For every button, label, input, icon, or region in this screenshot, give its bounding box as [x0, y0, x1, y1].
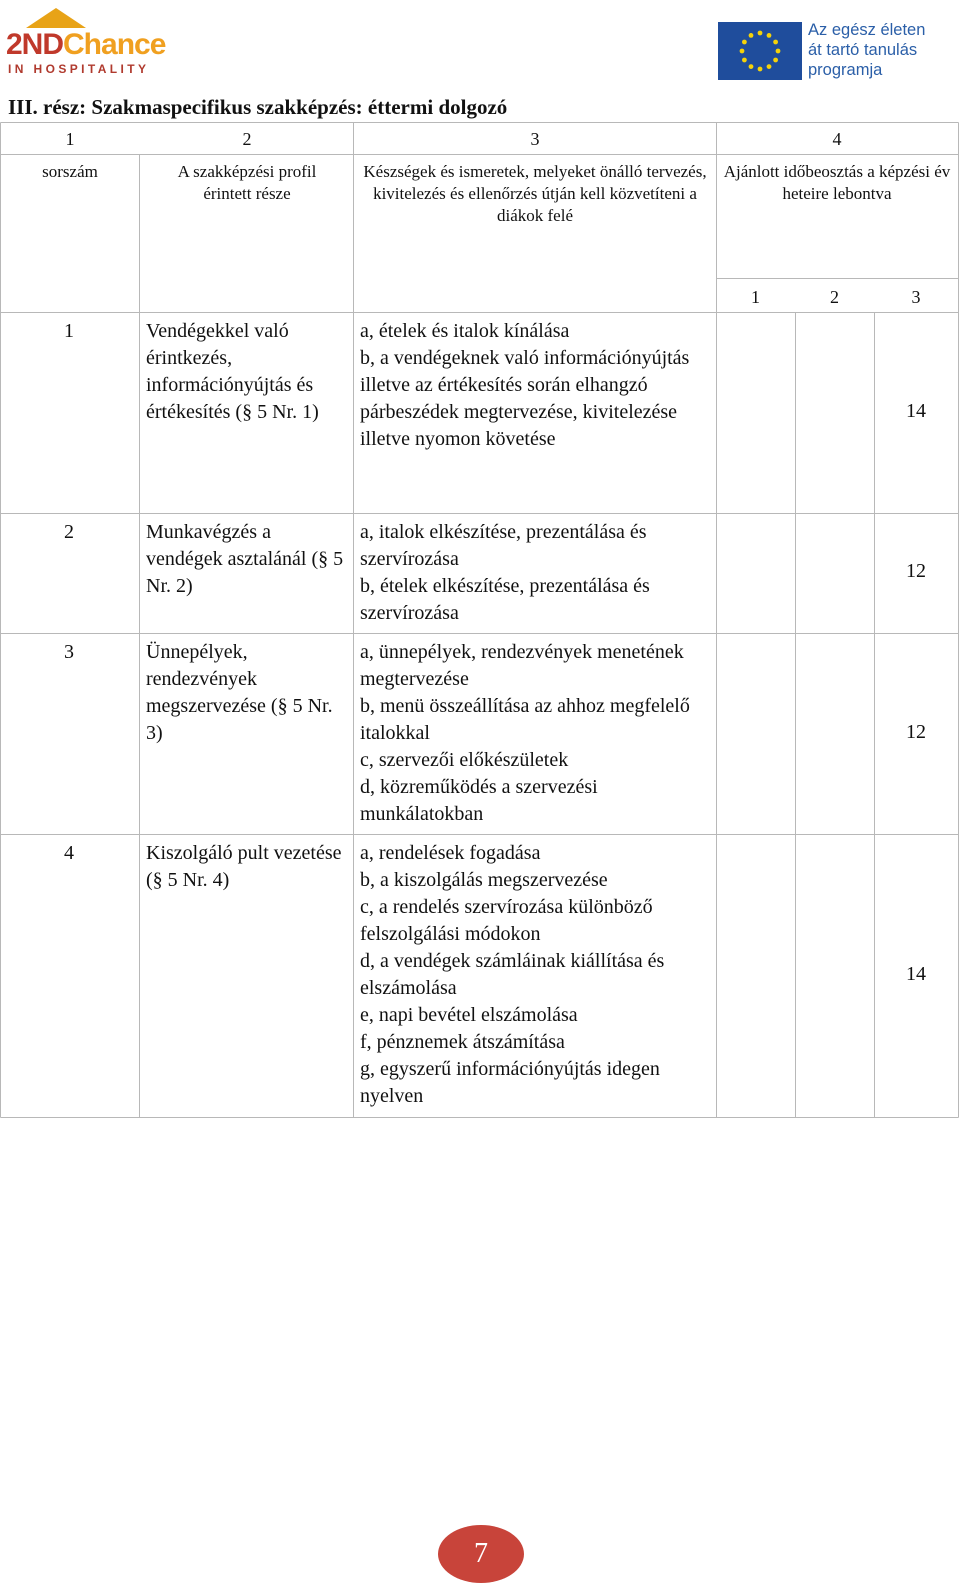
eu-lifelong-learning-logo — [718, 20, 954, 84]
row-2-number: 2 — [64, 521, 74, 543]
eu-star-icon — [742, 58, 747, 63]
row-2-profile: Munkavégzés a vendégek asztalánál (§ 5 Nr. 2) — [146, 521, 344, 597]
eu-star-icon — [742, 40, 747, 45]
eu-star-icon — [758, 67, 763, 72]
week-number-1: 1 — [751, 287, 760, 307]
eu-star-icon — [740, 49, 745, 54]
eu-text-line-3: programja — [808, 61, 883, 79]
logo-wordmark: 2NDChance — [6, 28, 166, 61]
column-number-2: 2 — [242, 129, 252, 149]
roof-icon — [26, 8, 86, 28]
week-number-2: 2 — [830, 287, 839, 307]
eu-program-text — [808, 20, 925, 80]
header-sorszam: sorszám — [42, 162, 98, 181]
column-number-4: 4 — [832, 129, 842, 149]
row-1-number: 1 — [64, 320, 74, 342]
eu-star-icon — [767, 64, 772, 69]
row-4-hours: 14 — [906, 963, 926, 985]
eu-star-icon — [773, 58, 778, 63]
header-skills: Készségek és ismeretek, melyeket önálló tervezés, kivitelezés és ellenőrzés útján kell közvetíteni a diákok felé — [363, 162, 707, 225]
section-title: III. rész: Szakmaspecifikus szakképzés: éttermi dolgozó — [8, 95, 508, 119]
header-profile: A szakképzési profil érintett része — [177, 162, 317, 203]
week-number-3: 3 — [911, 287, 921, 307]
row-3-number: 3 — [64, 641, 74, 663]
eu-star-icon — [767, 33, 772, 38]
column-number-1: 1 — [65, 129, 75, 149]
header-schedule: Ajánlott időbeosztás a képzési év heteire lebontva — [723, 162, 951, 203]
page-number-badge: 7 — [438, 1525, 524, 1583]
eu-text-line-1: Az egész életen — [808, 21, 926, 39]
row-2-skills: a, italok elkészítése, prezentálása és szervírozása b, ételek elkészítése, prezentálása és szervírozása — [360, 521, 650, 624]
row-3-skills: a, ünnepélyek, rendezvények menetének megtervezése b, menü összeállítása az ahhoz megfelelő italokkal c, szervezői előkészületek d, közreműködés a szervezési munkálatokban — [360, 641, 690, 825]
eu-star-icon — [776, 49, 781, 54]
eu-star-icon — [773, 40, 778, 45]
row-1-profile: Vendégekkel való érintkezés, információnyújtás és értékesítés (§ 5 Nr. 1) — [146, 320, 319, 423]
column-number-3: 3 — [530, 129, 540, 149]
eu-flag-icon — [718, 22, 802, 80]
eu-star-icon — [749, 64, 754, 69]
row-3-profile: Ünnepélyek, rendezvények megszervezése (§ 5 Nr. 3) — [146, 641, 333, 744]
logo-tagline: IN HOSPITALITY — [8, 62, 150, 76]
row-1-hours: 14 — [906, 400, 926, 422]
row-1-skills: a, ételek és italok kínálása b, a vendégeknek való információnyújtás illetve az értékesítés során elhangzó párbeszédek megtervezése, kivitelezése illetve nyomon követése — [360, 320, 690, 450]
eu-text-line-2: át tartó tanulás — [808, 41, 918, 59]
row-4-skills: a, rendelések fogadása b, a kiszolgálás megszervezése c, a rendelés szervírozása különböző felszolgálási módokon d, a vendégek számláinak kiállítása és elszámolása e, napi bevétel elszámolása f, pénznemek átszámítása g, egyszerű információnyújtás idegen nyelven — [360, 842, 665, 1107]
eu-star-icon — [749, 33, 754, 38]
eu-star-icon — [758, 31, 763, 36]
row-4-profile: Kiszolgáló pult vezetése (§ 5 Nr. 4) — [146, 842, 342, 891]
row-2-hours: 12 — [906, 560, 926, 582]
row-3-hours: 12 — [906, 721, 926, 743]
second-chance-logo — [6, 8, 166, 80]
row-4-number: 4 — [64, 842, 74, 864]
